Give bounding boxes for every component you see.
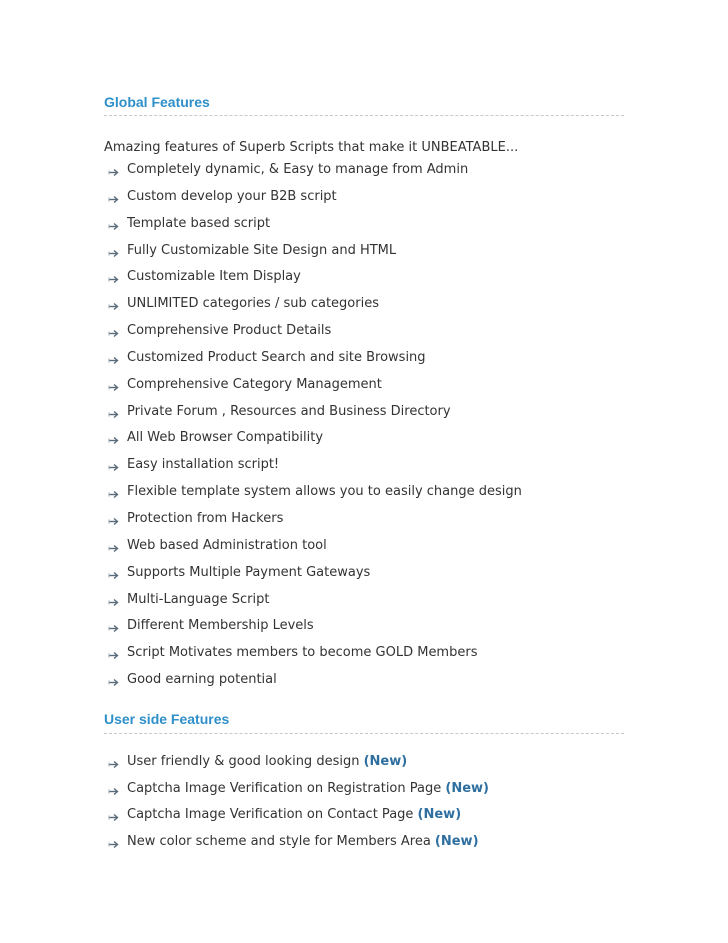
list-item-text: Customized Product Search and site Browsing — [127, 349, 426, 365]
section-divider — [104, 733, 624, 734]
new-badge: (New) — [363, 754, 408, 769]
list-item-text: Script Motivates members to become GOLD Members — [127, 645, 478, 661]
arrow-right-icon — [108, 542, 120, 551]
list-item — [104, 269, 522, 285]
arrow-right-icon — [108, 166, 120, 175]
list-item — [104, 350, 522, 366]
list-item-text: Flexible template system allows you to easily change design — [127, 484, 522, 500]
list-item — [104, 484, 522, 500]
list-item — [104, 511, 522, 527]
list-item — [104, 538, 522, 554]
arrow-right-icon — [108, 300, 120, 309]
arrow-right-icon — [108, 811, 120, 820]
list-item — [104, 781, 489, 797]
arrow-right-icon — [108, 220, 120, 229]
list-item-text: Good earning potential — [127, 672, 277, 688]
list-item — [104, 672, 522, 688]
arrow-right-icon — [108, 515, 120, 524]
list-item — [104, 243, 522, 259]
arrow-right-icon — [108, 247, 120, 256]
arrow-right-icon — [108, 193, 120, 202]
list-item-text: User friendly & good looking design — [127, 754, 360, 769]
arrow-right-icon — [108, 488, 120, 497]
list-item — [104, 296, 522, 312]
global-features-list — [104, 162, 522, 699]
arrow-right-icon — [108, 381, 120, 390]
user-side-features-heading: User side Features — [104, 711, 230, 727]
section-divider — [104, 115, 624, 116]
arrow-right-icon — [108, 758, 120, 767]
list-item-text: Captcha Image Verification on Contact Page — [127, 807, 414, 823]
arrow-right-icon — [108, 838, 120, 847]
list-item-text: Fully Customizable Site Design and HTML — [127, 242, 397, 258]
list-item — [104, 645, 522, 661]
list-item-text: Template based script — [127, 215, 271, 231]
list-item-text: Captcha Image Verification on Registration Page — [127, 780, 442, 796]
list-item — [104, 754, 489, 770]
arrow-right-icon — [108, 596, 120, 605]
arrow-right-icon — [108, 408, 120, 417]
list-item — [104, 457, 522, 473]
list-item-text: New color scheme and style for Members Area — [127, 833, 431, 849]
arrow-right-icon — [108, 354, 120, 363]
list-item-text: Comprehensive Product Details — [127, 323, 332, 339]
list-item — [104, 565, 522, 581]
list-item-text: Different Membership Levels — [127, 618, 314, 634]
arrow-right-icon — [108, 434, 120, 443]
new-badge: (New) — [434, 833, 479, 849]
intro-text: Amazing features of Superb Scripts that make it UNBEATABLE... — [104, 140, 519, 155]
list-item — [104, 592, 522, 608]
arrow-right-icon — [108, 327, 120, 336]
list-item — [104, 216, 522, 232]
global-features-heading: Global Features — [104, 94, 210, 110]
new-badge: (New) — [445, 780, 489, 796]
list-item-text: All Web Browser Compatibility — [127, 430, 324, 446]
list-item-text: Completely dynamic, & Easy to manage from Admin — [127, 162, 469, 177]
list-item-text: Supports Multiple Payment Gateways — [127, 564, 371, 580]
list-item-text: Web based Administration tool — [127, 537, 327, 553]
list-item-text: Customizable Item Display — [127, 269, 301, 285]
list-item-text: Custom develop your B2B script — [127, 188, 337, 204]
arrow-right-icon — [108, 785, 120, 794]
list-item — [104, 807, 489, 823]
arrow-right-icon — [108, 461, 120, 470]
arrow-right-icon — [108, 622, 120, 631]
list-item-text: UNLIMITED categories / sub categories — [127, 296, 379, 312]
user-features-list — [104, 754, 489, 860]
arrow-right-icon — [108, 273, 120, 282]
arrow-right-icon — [108, 649, 120, 658]
list-item — [104, 189, 522, 205]
list-item — [104, 162, 522, 178]
list-item-text: Comprehensive Category Management — [127, 376, 382, 392]
list-item-text: Multi-Language Script — [127, 591, 270, 607]
list-item — [104, 618, 522, 634]
arrow-right-icon — [108, 569, 120, 578]
new-badge: (New) — [417, 807, 462, 823]
list-item — [104, 323, 522, 339]
list-item — [104, 404, 522, 420]
list-item — [104, 377, 522, 393]
list-item-text: Protection from Hackers — [127, 510, 284, 526]
list-item-text: Easy installation script! — [127, 457, 280, 473]
list-item — [104, 430, 522, 446]
list-item-text: Private Forum , Resources and Business Directory — [127, 403, 451, 419]
list-item — [104, 834, 489, 850]
arrow-right-icon — [108, 676, 120, 685]
